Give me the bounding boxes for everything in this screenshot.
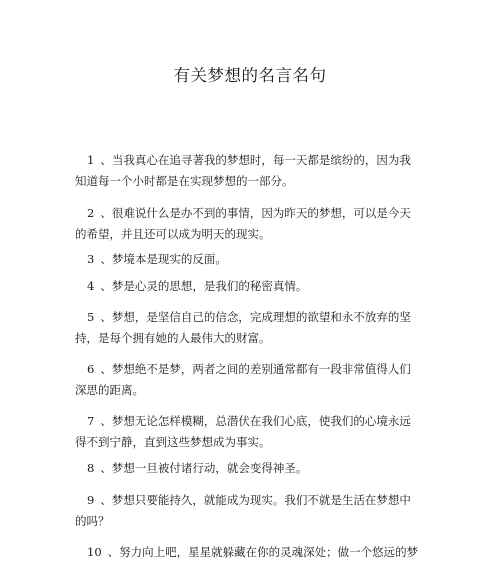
- quote-line-1: [75, 249, 415, 270]
- quote-item-1: [75, 150, 415, 192]
- quote-text: 、梦想绝不是梦，两者之间的差别通常都有一段非常值得人们: [100, 362, 411, 376]
- quote-line-1: [75, 203, 415, 224]
- quote-line-2: 的希望，并且还可以成为明天的现实。: [75, 227, 271, 241]
- quote-number: 3: [87, 252, 95, 266]
- quote-text: 、努力向上吧，星星就躲藏在你的灵魂深处；做一个悠远的梦: [107, 545, 419, 559]
- quote-line-1: [75, 359, 415, 380]
- quote-number: 9: [87, 493, 95, 507]
- quote-item-7: [75, 411, 415, 453]
- quote-text: 、梦想无论怎样模糊，总潜伏在我们心底，使我们的心境永远: [100, 414, 411, 428]
- quote-number: 7: [87, 414, 95, 428]
- quote-line-2: 知道每一个小时都是在实现梦想的一部分。: [75, 174, 294, 188]
- quote-text: 、梦想一旦被付诸行动，就会变得神圣。: [100, 461, 308, 475]
- quote-line-1: [75, 276, 415, 297]
- quote-line-1: [75, 411, 415, 432]
- quote-text: 、当我真心在追寻著我的梦想时，每一天都是缤纷的，因为我: [100, 153, 411, 167]
- quote-item-2: [75, 203, 415, 245]
- quote-line-1: [75, 490, 415, 511]
- quote-item-9: [75, 490, 415, 532]
- quote-number: 10: [87, 545, 102, 559]
- quote-number: 5: [87, 310, 95, 324]
- quote-item-5: [75, 307, 415, 349]
- quote-number: 6: [87, 362, 95, 376]
- quote-number: 4: [87, 279, 95, 293]
- document-title: 有关梦想的名言名句: [173, 66, 327, 85]
- quote-line-2: 深思的距离。: [75, 383, 144, 397]
- quote-text: 、梦是心灵的思想，是我们的秘密真情。: [100, 279, 308, 293]
- quote-number: 2: [87, 206, 95, 220]
- quote-text: 、梦想，是坚信自己的信念，完成理想的欲望和永不放弃的坚: [100, 310, 411, 324]
- quote-line-2: 的吗？: [75, 514, 110, 528]
- quote-line-2: 得不到宁静，直到这些梦想成为事实。: [75, 435, 271, 449]
- quote-number: 8: [87, 461, 95, 475]
- quote-line-1: [75, 150, 415, 171]
- quote-item-3: [75, 249, 415, 270]
- quote-line-1: [75, 458, 415, 479]
- quote-number: 1: [87, 153, 95, 167]
- quote-text: 、梦想只要能持久，就能成为现实。我们不就是生活在梦想中: [100, 493, 411, 507]
- quote-text: 、梦境本是现实的反面。: [100, 252, 227, 266]
- quote-line-1: [75, 542, 419, 563]
- quote-item-4: [75, 276, 415, 297]
- quote-text: 、很难说什么是办不到的事情，因为昨天的梦想，可以是今天: [100, 206, 411, 220]
- quote-item-6: [75, 359, 415, 401]
- quote-line-2: 持，是每个拥有她的人最伟大的财富。: [75, 331, 271, 345]
- quote-item-8: [75, 458, 415, 479]
- quote-item-10: [75, 542, 419, 563]
- quote-line-1: [75, 307, 415, 328]
